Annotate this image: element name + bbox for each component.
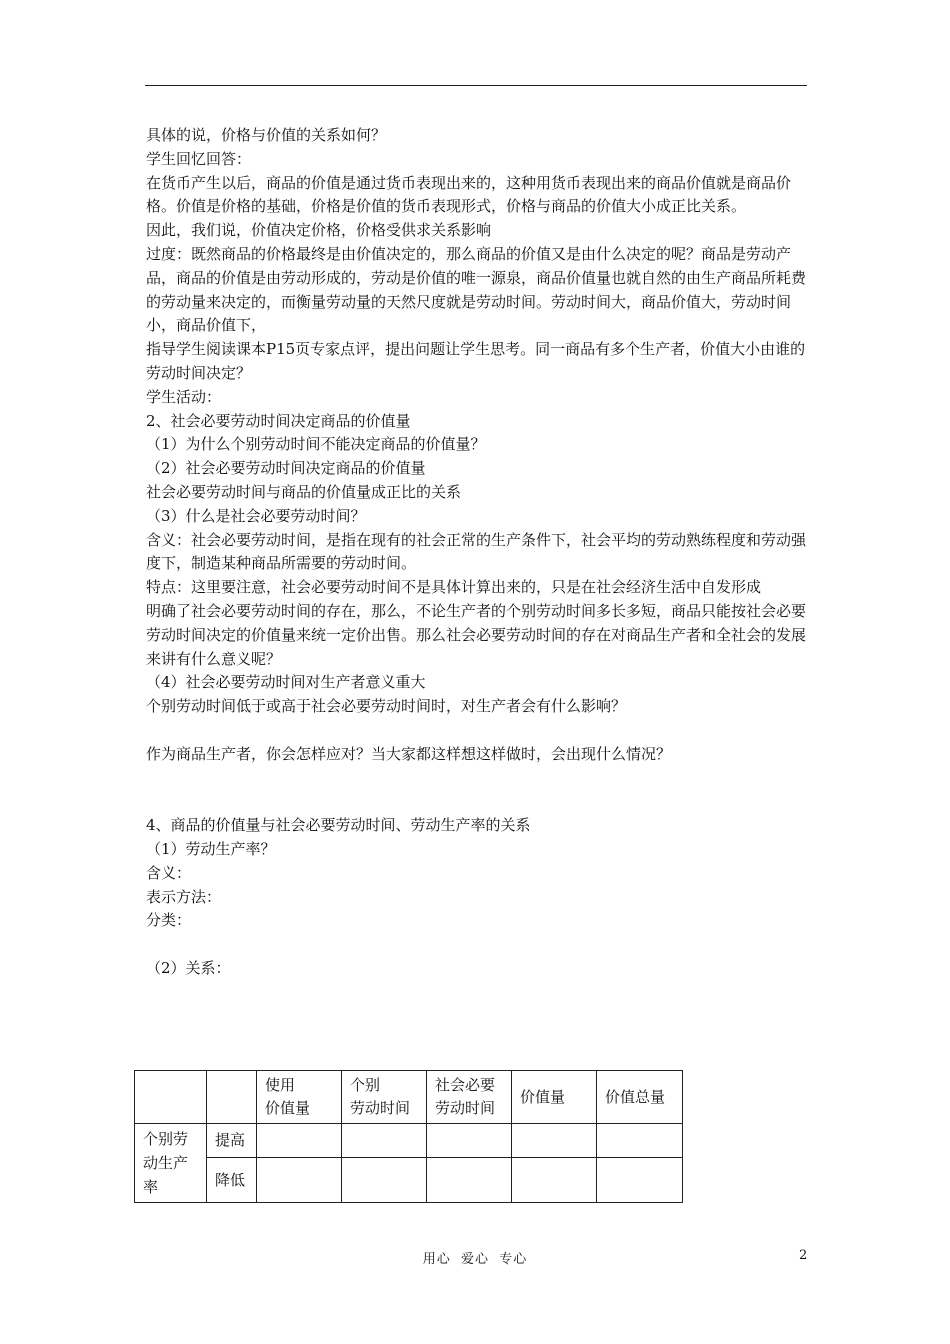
header-rule <box>145 85 807 86</box>
paragraph: 学生活动： <box>146 387 222 406</box>
paragraph: （1）劳动生产率？ <box>146 839 276 858</box>
paragraph: 在货币产生以后，商品的价值是通过货币表现出来的，这种用货币表现出来的商品价值就是商品价格。价值是价格的基础，价格是价值的货币表现形式，价格与商品的价值大小成正比关系。 <box>146 173 792 216</box>
table-cell <box>257 1158 342 1203</box>
row-group-label: 个别劳 动生产 率 <box>135 1124 207 1203</box>
table-header-cell <box>135 1071 207 1124</box>
paragraph: （1）为什么个别劳动时间不能决定商品的价值量？ <box>146 435 486 454</box>
paragraph: 特点：这里要注意，社会必要劳动时间不是具体计算出来的，只是在社会经济生活中自发形成 <box>146 578 762 597</box>
paragraph: 分类： <box>146 911 192 930</box>
table-cell <box>597 1124 683 1158</box>
paragraph: 含义：社会必要劳动时间，是指在现有的社会正常的生产条件下，社会平均的劳动熟练程度和劳动强度下，制造某种商品所需要的劳动时间。 <box>146 530 807 573</box>
paragraph: （3）什么是社会必要劳动时间？ <box>146 506 366 525</box>
table-header-row <box>135 1071 683 1124</box>
table-cell <box>427 1124 512 1158</box>
paragraph: 指导学生阅读课本P15页专家点评，提出问题让学生思考。同一商品有多个生产者，价值大小由谁的劳动时间决定？ <box>146 340 806 382</box>
table-header-cell: 价值量 <box>512 1071 597 1124</box>
paragraph: 具体的说，价格与价值的关系如何？ <box>146 126 387 144</box>
table-header-cell: 价值总量 <box>597 1071 683 1124</box>
section-heading: 4、商品的价值量与社会必要劳动时间、劳动生产率的关系 <box>146 816 531 835</box>
paragraph: 个别劳动时间低于或高于社会必要劳动时间时，对生产者会有什么影响？ <box>146 697 627 716</box>
paragraph: （4）社会必要劳动时间对生产者意义重大 <box>146 673 426 692</box>
relationship-table <box>134 1070 683 1203</box>
table-header-cell: 社会必要 劳动时间 <box>427 1071 512 1124</box>
paragraph: 含义： <box>146 863 192 882</box>
table-row <box>135 1158 683 1203</box>
paragraph: 表示方法： <box>146 887 222 906</box>
row-label: 降低 <box>207 1158 257 1203</box>
row-label: 提高 <box>207 1124 257 1158</box>
table-cell <box>342 1124 427 1158</box>
table-cell <box>342 1158 427 1203</box>
table-cell <box>512 1158 597 1203</box>
paragraph: 作为商品生产者，你会怎样应对？当大家都这样想这样做时，会出现什么情况？ <box>146 744 672 763</box>
paragraph: 过度：既然商品的价格最终是由价值决定的，那么商品的价值又是由什么决定的呢？商品是劳动产品，商品的价值是由劳动形成的，劳动是价值的唯一源泉，商品价值量也就自然的由生产商品所耗费的劳动量来决定的，而衡量劳动量的天然尺度就是劳动时间。劳动时间大，商品价值大，劳动时间小，商品价值下， <box>146 244 807 335</box>
paragraph: 社会必要劳动时间与商品的价值量成正比的关系 <box>146 482 462 501</box>
table-cell <box>512 1124 597 1158</box>
paragraph: （2）社会必要劳动时间决定商品的价值量 <box>146 459 426 478</box>
page-number: 2 <box>799 1248 808 1263</box>
table-cell <box>257 1124 342 1158</box>
table-cell <box>427 1158 512 1203</box>
table-header-cell: 使用 价值量 <box>257 1071 342 1124</box>
paragraph: 明确了社会必要劳动时间的存在，那么，不论生产者的个别劳动时间多长多短，商品只能按社会必要劳动时间决定的价值量来统一定价出售。那么社会必要劳动时间的存在对商品生产者和全社会的发展来讲有什么意义呢？ <box>146 601 807 668</box>
table-header-cell <box>207 1071 257 1124</box>
table-row <box>135 1124 683 1158</box>
paragraph: 学生回忆回答： <box>146 149 252 168</box>
footer-slogan: 用心 爱心 专心 <box>422 1252 528 1267</box>
table-header-cell: 个别 劳动时间 <box>342 1071 427 1124</box>
document-body <box>146 124 808 981</box>
paragraph: 因此，我们说，价值决定价格，价格受供求关系影响 <box>146 221 492 240</box>
paragraph: （2）关系： <box>146 958 231 977</box>
table-cell <box>597 1158 683 1203</box>
section-heading: 2、社会必要劳动时间决定商品的价值量 <box>146 411 411 430</box>
